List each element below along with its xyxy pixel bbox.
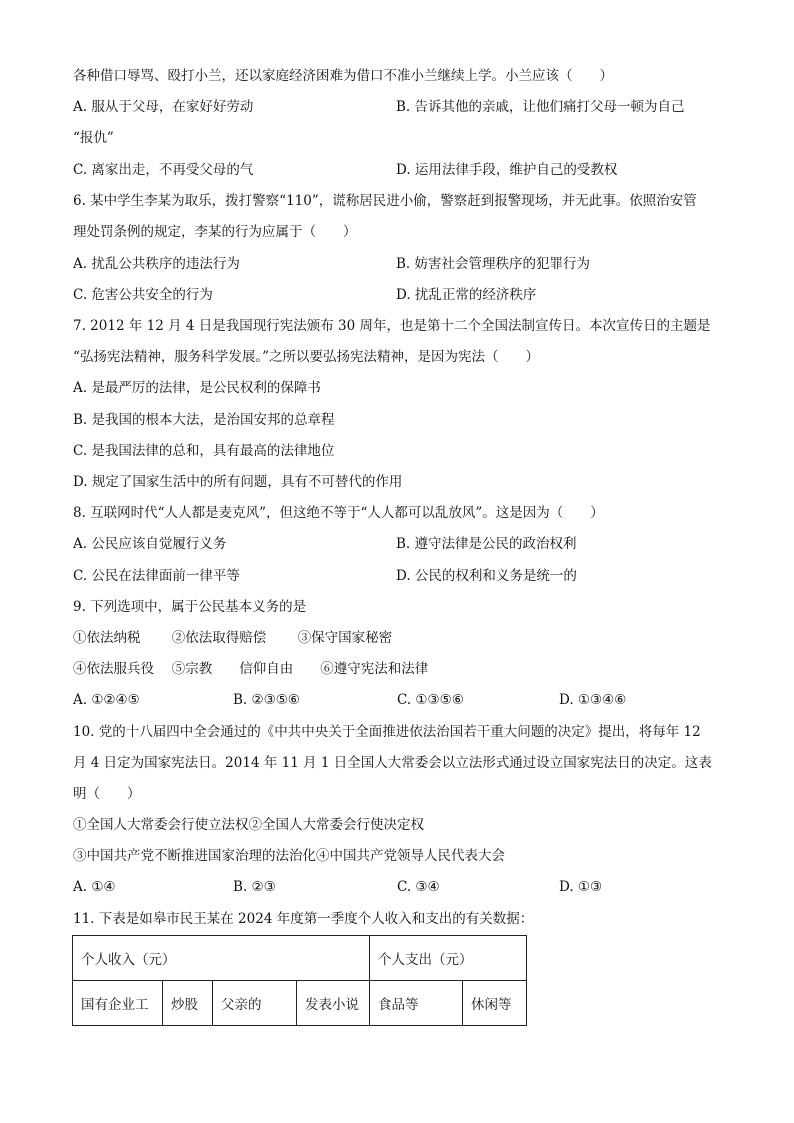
q5-option-b: B. 告诉其他的亲戚，让他们痛打父母一顿为自己 <box>396 99 685 115</box>
income-expense-table <box>72 935 527 1026</box>
q10-option-b: B. ②③ <box>233 879 276 895</box>
q5-option-b-cont: “报仇” <box>73 130 114 146</box>
q6-stem-line2: 理处罚条例的规定，李某的行为应属于（ ） <box>73 224 357 240</box>
q8-option-a: A. 公民应该自觉履行义务 <box>73 536 227 552</box>
q10-items-line1: ①全国人大常委会行使立法权②全国人大常委会行使决定权 <box>73 817 424 833</box>
table-row <box>73 981 527 1026</box>
q6-stem-line1: 6. 某中学生李某为取乐，拨打警察“110”，谎称居民进小偷，警察赶到报警现场，并无此事。依照治安管 <box>73 193 697 209</box>
q9-stem: 9. 下列选项中，属于公民基本义务的是 <box>73 599 307 615</box>
q8-option-d: D. 公民的权利和义务是统一的 <box>396 568 577 584</box>
q5-option-a: A. 服从于父母，在家好好劳动 <box>73 99 254 115</box>
q11-stem: 11. 下表是如皋市民王某在 2024 年度第一季度个人收入和支出的有关数据： <box>73 911 534 927</box>
q10-stem-line3: 明（ ） <box>73 786 141 802</box>
q5-stem: 各种借口辱骂、殴打小兰，还以家庭经济困难为借口不准小兰继续上学。小兰应该（ ） <box>73 68 613 84</box>
q10-option-a: A. ①④ <box>73 879 116 895</box>
q10-items-line2: ③中国共产党不断推进国家治理的法治化④中国共产党领导人民代表大会 <box>73 848 505 864</box>
q7-stem-line2: “弘扬宪法精神，服务科学发展。”之所以要弘扬宪法精神，是因为宪法（ ） <box>73 349 540 365</box>
q9-option-b: B. ②③⑤⑥ <box>233 692 300 708</box>
table-cell: 休闲等 <box>463 981 527 1026</box>
q6-option-d: D. 扰乱正常的经济秩序 <box>396 287 537 303</box>
q7-stem-line1: 7. 2012 年 12 月 4 日是我国现行宪法颁布 30 周年，也是第十二个全国法制宣传日。本次宣传日的主题是 <box>73 318 711 334</box>
q7-option-c: C. 是我国法律的总和，具有最高的法律地位 <box>73 443 335 459</box>
income-header: 个人收入（元） <box>73 936 370 981</box>
q8-stem: 8. 互联网时代“人人都是麦克风”，但这绝不等于“人人都可以乱放风”。这是因为（ ） <box>73 505 604 521</box>
q9-items-line2: ④依法服兵役 ⑤宗教 信仰自由 ⑥遵守宪法和法律 <box>73 661 429 677</box>
q6-option-a: A. 扰乱公共秩序的违法行为 <box>73 256 240 272</box>
table-cell: 父亲的 <box>213 981 297 1026</box>
q6-option-b: B. 妨害社会管理秩序的犯罪行为 <box>396 256 591 272</box>
table-cell: 国有企业工 <box>73 981 163 1026</box>
q9-items-line1: ①依法纳税 ②依法取得赔偿 ③保守国家秘密 <box>73 630 393 646</box>
q10-stem-line2: 月 4 日定为国家宪法日。2014 年 11 月 1 日全国人大常委会以立法形式通过设立国家宪法日的决定。这表 <box>73 755 712 771</box>
q5-option-d: D. 运用法律手段，维护自己的受教权 <box>396 162 618 178</box>
q7-option-d: D. 规定了国家生活中的所有问题，具有不可替代的作用 <box>73 474 403 490</box>
q8-option-c: C. 公民在法律面前一律平等 <box>73 568 240 584</box>
q10-option-c: C. ③④ <box>397 879 440 895</box>
table-cell: 食品等 <box>370 981 463 1026</box>
table-row <box>73 936 527 981</box>
q8-option-b: B. 遵守法律是公民的政治权利 <box>396 536 577 552</box>
q9-option-a: A. ①②④⑤ <box>73 692 140 708</box>
table-cell: 炒股 <box>163 981 213 1026</box>
table-cell: 发表小说 <box>297 981 370 1026</box>
q7-option-b: B. 是我国的根本大法，是治国安邦的总章程 <box>73 412 335 428</box>
q9-option-d: D. ①③④⑥ <box>559 692 627 708</box>
q10-stem-line1: 10. 党的十八届四中全会通过的《中共中央关于全面推进依法治国若干重大问题的决定》提出，将每年 12 <box>73 724 701 740</box>
expense-header: 个人支出（元） <box>370 936 527 981</box>
q9-option-c: C. ①③⑤⑥ <box>397 692 464 708</box>
q7-option-a: A. 是最严厉的法律，是公民权利的保障书 <box>73 380 321 396</box>
q6-option-c: C. 危害公共安全的行为 <box>73 287 213 303</box>
q5-option-c: C. 离家出走，不再受父母的气 <box>73 162 254 178</box>
q10-option-d: D. ①③ <box>559 879 603 895</box>
